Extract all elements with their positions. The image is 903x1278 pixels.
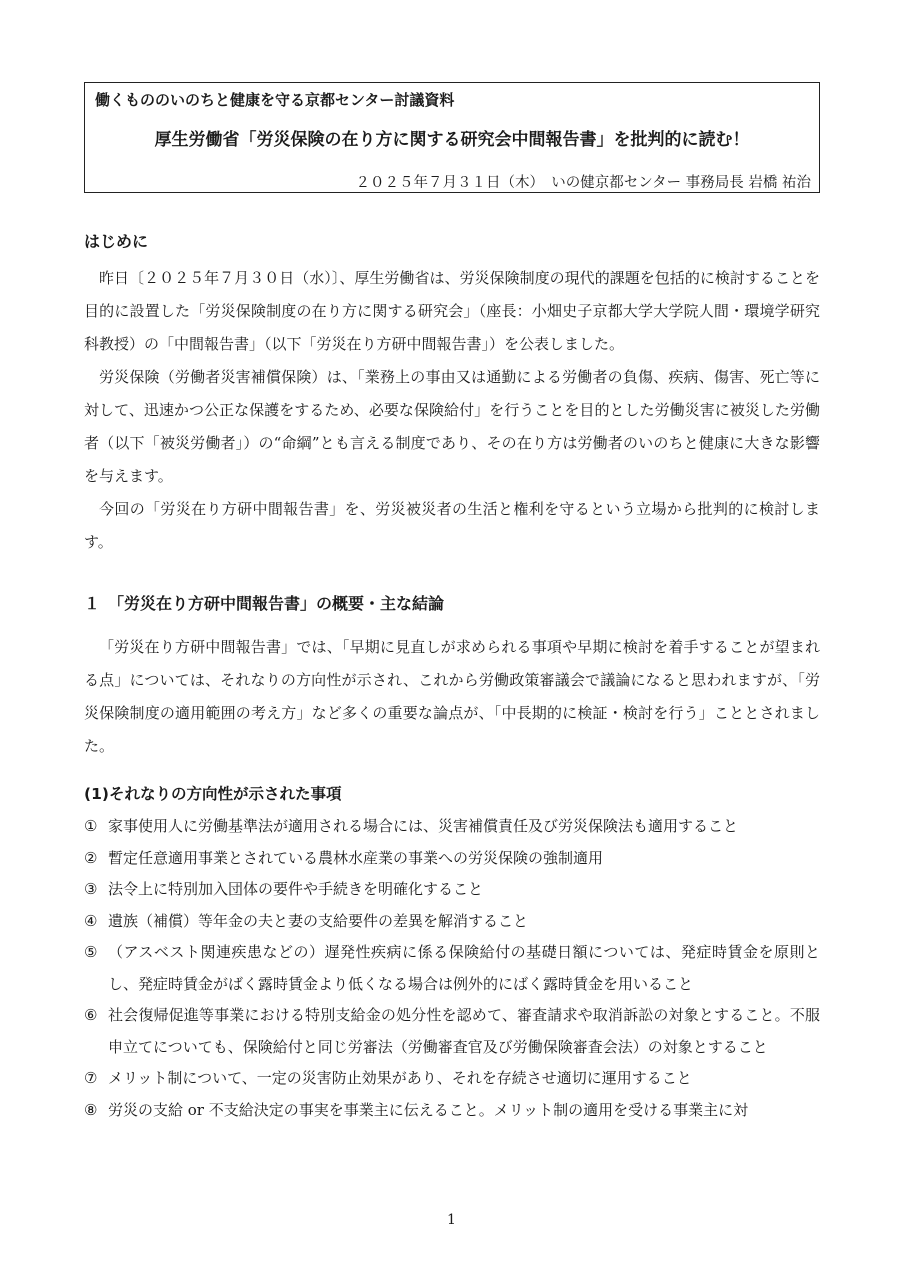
item-text: 家事使用人に労働基準法が適用される場合には、災害補償責任及び労災保険法も適用すること — [108, 817, 739, 835]
item-text: 遺族（補償）等年金の夫と妻の支給要件の差異を解消すること — [108, 911, 529, 930]
list-item — [84, 1000, 820, 1063]
item-text: 暫定任意適用事業とされている農林水産業の事業への労災保険の強制適用 — [108, 848, 604, 867]
intro-paragraph-2: 労災保険（労働者災害補償保険）は、「業務上の事由又は通勤による労働者の負傷、疾病、傷害、死亡等に対して、迅速かつ公正な保護をするため、必要な保険給付」を行うことを目的とした労働災害に被災した労働者（以下「被災労働者」）の“命綱”とも言える制度であり、その在り方は労働者のいのちと健康に大きな影響を与えます。 — [84, 368, 820, 485]
item-text: 社会復帰促進等事業における特別支給金の処分性を認めて、審査請求や取消訴訟の対象とすること。不服申立てについても、保険給付と同じ労審法（労働審査官及び労働保険審査会法）の対象とすること — [108, 1006, 820, 1056]
document-title: 厚生労働省「労災保険の在り方に関する研究会中間報告書」を批判的に読む！ — [154, 130, 750, 150]
item-text: 法令上に特別加入団体の要件や手続きを明確化すること — [108, 880, 484, 898]
list-item — [84, 1063, 820, 1095]
intro-paragraph-1: 昨日〔２０２５年７月３０日（水）〕、厚生労働省は、労災保険制度の現代的課題を包括的に検討することを目的に設置した「労災保険制度の在り方に関する研究会」（座長：小畑史子京都大学大学院人間・環境学研究科教授）の「中間報告書」（以下「労災在り方研中間報告書」）を公表しました。 — [84, 269, 820, 353]
sub-heading: (1)それなりの方向性が示された事項 — [84, 785, 342, 803]
item-number: ② — [84, 848, 98, 867]
list-item — [84, 811, 820, 843]
list-item — [84, 906, 820, 938]
intro-paragraph-3: 今回の「労災在り方研中間報告書」を、労災被災者の生活と権利を守るという立場から批判的に検討します。 — [84, 500, 820, 551]
items-list — [84, 811, 820, 1126]
list-item — [84, 874, 820, 906]
item-text: （アスベスト関連疾患などの）遅発性疾病に係る保険給付の基礎日額については、発症時賃金を原則とし、発症時賃金がばく露時賃金より低くなる場合は例外的にばく露時賃金を用いること — [108, 943, 820, 993]
header-box — [84, 82, 820, 193]
item-number: ④ — [84, 911, 98, 930]
item-number: ③ — [84, 880, 98, 898]
item-text: メリット制について、一定の災害防止効果があり、それを存続させ適切に運用すること — [108, 1069, 692, 1087]
section-1-heading: １ 「労災在り方研中間報告書」の概要・主な結論 — [84, 594, 445, 613]
intro-heading: はじめに — [84, 232, 149, 251]
page-number: 1 — [447, 1212, 456, 1228]
section-1-body — [84, 631, 820, 763]
organization-label: 働くもののいのちと健康を守る京都センター討議資料 — [95, 91, 455, 109]
list-item — [84, 843, 820, 875]
section-1-paragraph: 「労災在り方研中間報告書」では、「早期に見直しが求められる事項や早期に検討を着手することが望まれる点」については、それなりの方向性が示され、これから労働政策審議会で議論になると思われますが、「労災保険制度の適用範囲の考え方」など多くの重要な論点が、「中長期的に検証・検討を行う」こととされました。 — [84, 638, 820, 755]
list-item — [84, 1095, 820, 1127]
item-text: 労災の支給 or 不支給決定の事実を事業主に伝えること。メリット制の適用を受ける事業主に対 — [108, 1100, 749, 1119]
intro-body — [84, 262, 820, 559]
item-number: ① — [84, 817, 98, 835]
item-number: ⑧ — [84, 1100, 98, 1119]
list-item — [84, 937, 820, 1000]
item-number: ⑦ — [84, 1069, 98, 1087]
item-number: ⑥ — [84, 1006, 98, 1024]
date-author-line: ２０２５年７月３１日（木） いの健京都センター 事務局長 岩橋 祐治 — [355, 175, 811, 191]
item-number: ⑤ — [84, 943, 98, 961]
